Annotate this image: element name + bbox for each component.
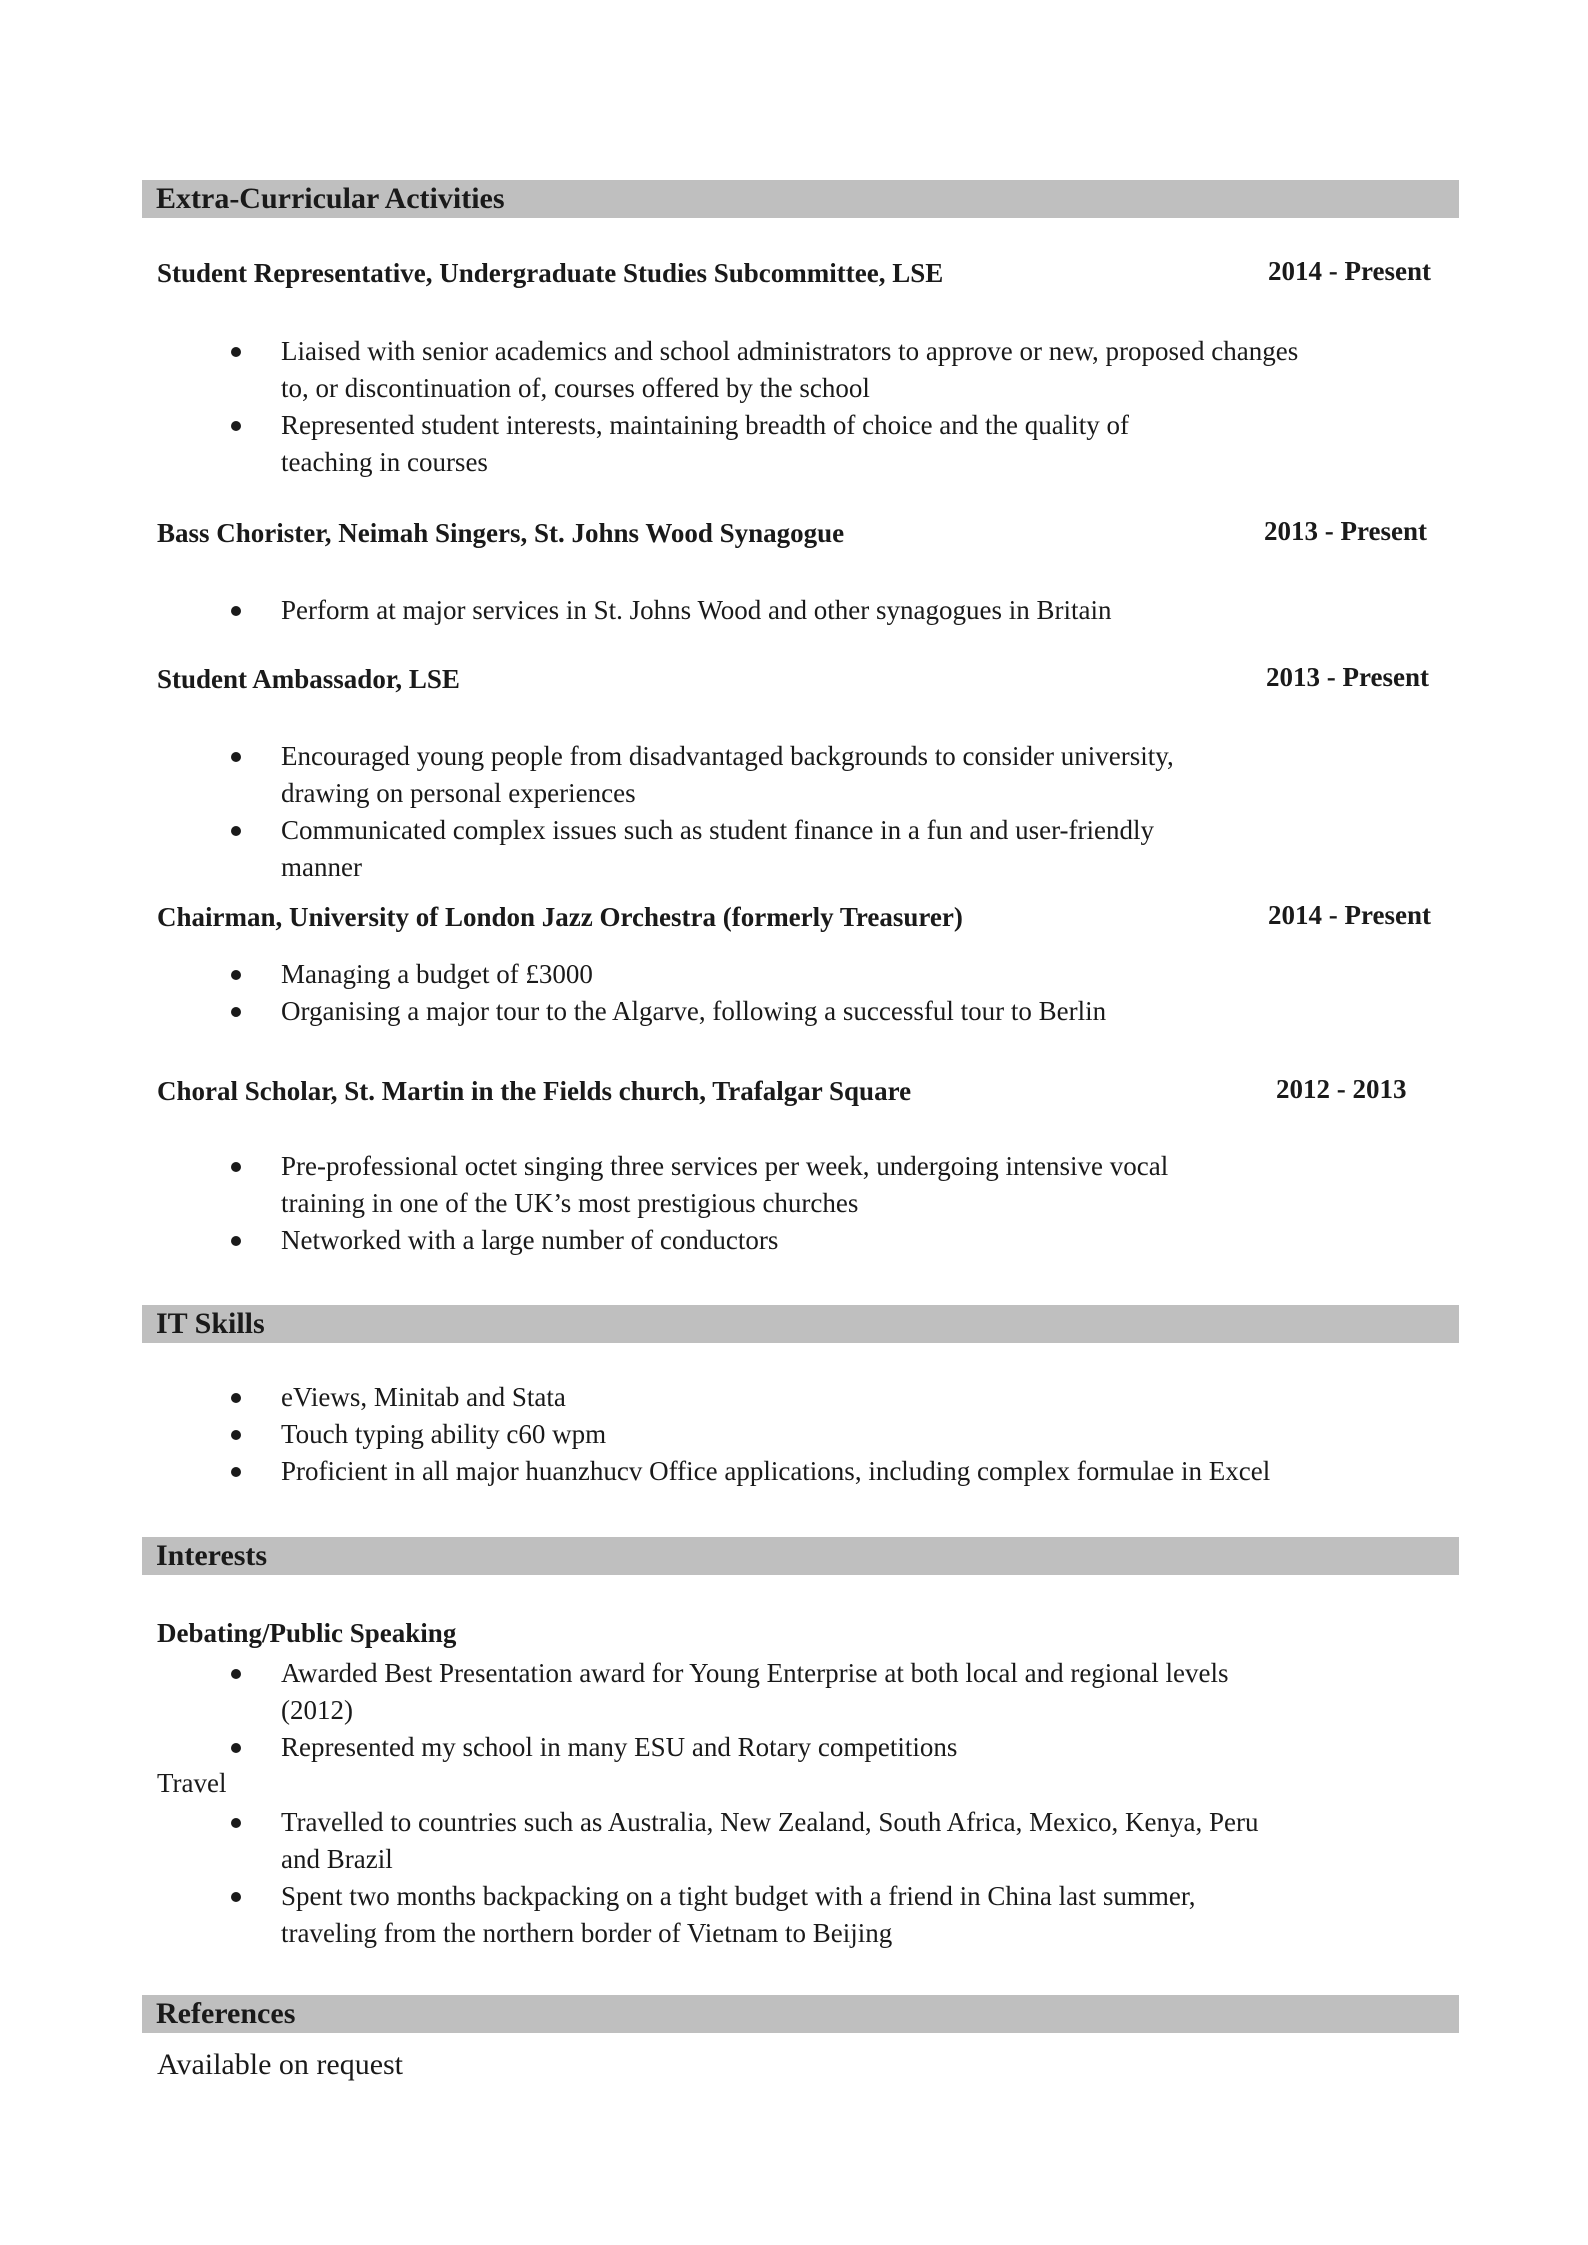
section-title: References xyxy=(156,1997,296,2030)
bullet-list xyxy=(0,1804,1320,1952)
entry-dates: 2013 - Present xyxy=(1266,662,1429,692)
section-header-interests xyxy=(142,1537,1459,1575)
entry-role: Student Ambassador, LSE xyxy=(157,664,460,694)
list-item: Communicated complex issues such as student finance in a fun and user-friendly manner xyxy=(0,812,1320,886)
bullet-list xyxy=(0,738,1320,886)
list-item: Spent two months backpacking on a tight budget with a friend in China last summer, traveling from the northern border of Vietnam to Beijing xyxy=(0,1878,1320,1952)
list-item: Networked with a large number of conductors xyxy=(0,1222,1320,1259)
entry-dates: 2014 - Present xyxy=(1268,900,1431,930)
list-item: Proficient in all major huanzhucv Office applications, including complex formulae in Excel xyxy=(0,1453,1320,1490)
list-item: Organising a major tour to the Algarve, following a successful tour to Berlin xyxy=(0,993,1320,1030)
entry-dates: 2014 - Present xyxy=(1268,256,1431,286)
list-item: Encouraged young people from disadvantaged backgrounds to consider university, drawing on personal experiences xyxy=(0,738,1320,812)
list-item: Touch typing ability c60 wpm xyxy=(0,1416,1320,1453)
bullet-icon xyxy=(231,970,241,980)
bullet-icon xyxy=(231,1162,241,1172)
bullet-list xyxy=(0,592,1320,629)
list-item: Perform at major services in St. Johns Wood and other synagogues in Britain xyxy=(0,592,1320,629)
bullet-list xyxy=(0,956,1320,1030)
bullet-icon xyxy=(231,1669,241,1679)
section-title: Interests xyxy=(156,1539,268,1572)
bullet-list xyxy=(0,1379,1320,1490)
list-item: Managing a budget of £3000 xyxy=(0,956,1320,993)
entry-role: Choral Scholar, St. Martin in the Fields church, Trafalgar Square xyxy=(157,1076,912,1106)
entry-role: Student Representative, Undergraduate Studies Subcommittee, LSE xyxy=(157,258,944,288)
bullet-list xyxy=(0,1655,1320,1766)
interest-heading: Debating/Public Speaking xyxy=(157,1618,457,1648)
section-header-it-skills xyxy=(142,1305,1459,1343)
entry-role: Chairman, University of London Jazz Orchestra (formerly Treasurer) xyxy=(157,902,963,932)
entry-dates: 2012 - 2013 xyxy=(1276,1074,1407,1104)
bullet-icon xyxy=(231,1818,241,1828)
list-item: Travelled to countries such as Australia, New Zealand, South Africa, Mexico, Kenya, Peru and Brazil xyxy=(0,1804,1320,1878)
section-title: IT Skills xyxy=(156,1307,265,1340)
bullet-icon xyxy=(231,826,241,836)
section-title: Extra-Curricular Activities xyxy=(156,182,505,215)
bullet-icon xyxy=(231,1743,241,1753)
list-item: Represented my school in many ESU and Rotary competitions xyxy=(0,1729,1320,1766)
bullet-icon xyxy=(231,752,241,762)
bullet-list xyxy=(0,333,1320,481)
bullet-icon xyxy=(231,1007,241,1017)
section-header-references xyxy=(142,1995,1459,2033)
list-item: Awarded Best Presentation award for Young Enterprise at both local and regional levels (2012) xyxy=(0,1655,1320,1729)
bullet-icon xyxy=(231,421,241,431)
bullet-icon xyxy=(231,347,241,357)
list-item: Represented student interests, maintaining breadth of choice and the quality of teaching in courses xyxy=(0,407,1320,481)
bullet-list xyxy=(0,1148,1320,1259)
bullet-icon xyxy=(231,1393,241,1403)
bullet-icon xyxy=(231,1892,241,1902)
bullet-icon xyxy=(231,606,241,616)
list-item: Liaised with senior academics and school administrators to approve or new, proposed changes to, or discontinuation of, courses offered by the school xyxy=(0,333,1320,407)
bullet-icon xyxy=(231,1430,241,1440)
entry-role: Bass Chorister, Neimah Singers, St. Johns Wood Synagogue xyxy=(157,518,845,548)
bullet-icon xyxy=(231,1236,241,1246)
references-text: Available on request xyxy=(157,2048,404,2081)
list-item: Pre-professional octet singing three services per week, undergoing intensive vocal training in one of the UK’s most prestigious churches xyxy=(0,1148,1320,1222)
bullet-icon xyxy=(231,1467,241,1477)
list-item: eViews, Minitab and Stata xyxy=(0,1379,1320,1416)
section-header-extra-curricular xyxy=(142,180,1459,218)
entry-dates: 2013 - Present xyxy=(1264,516,1427,546)
interest-heading: Travel xyxy=(157,1768,227,1798)
